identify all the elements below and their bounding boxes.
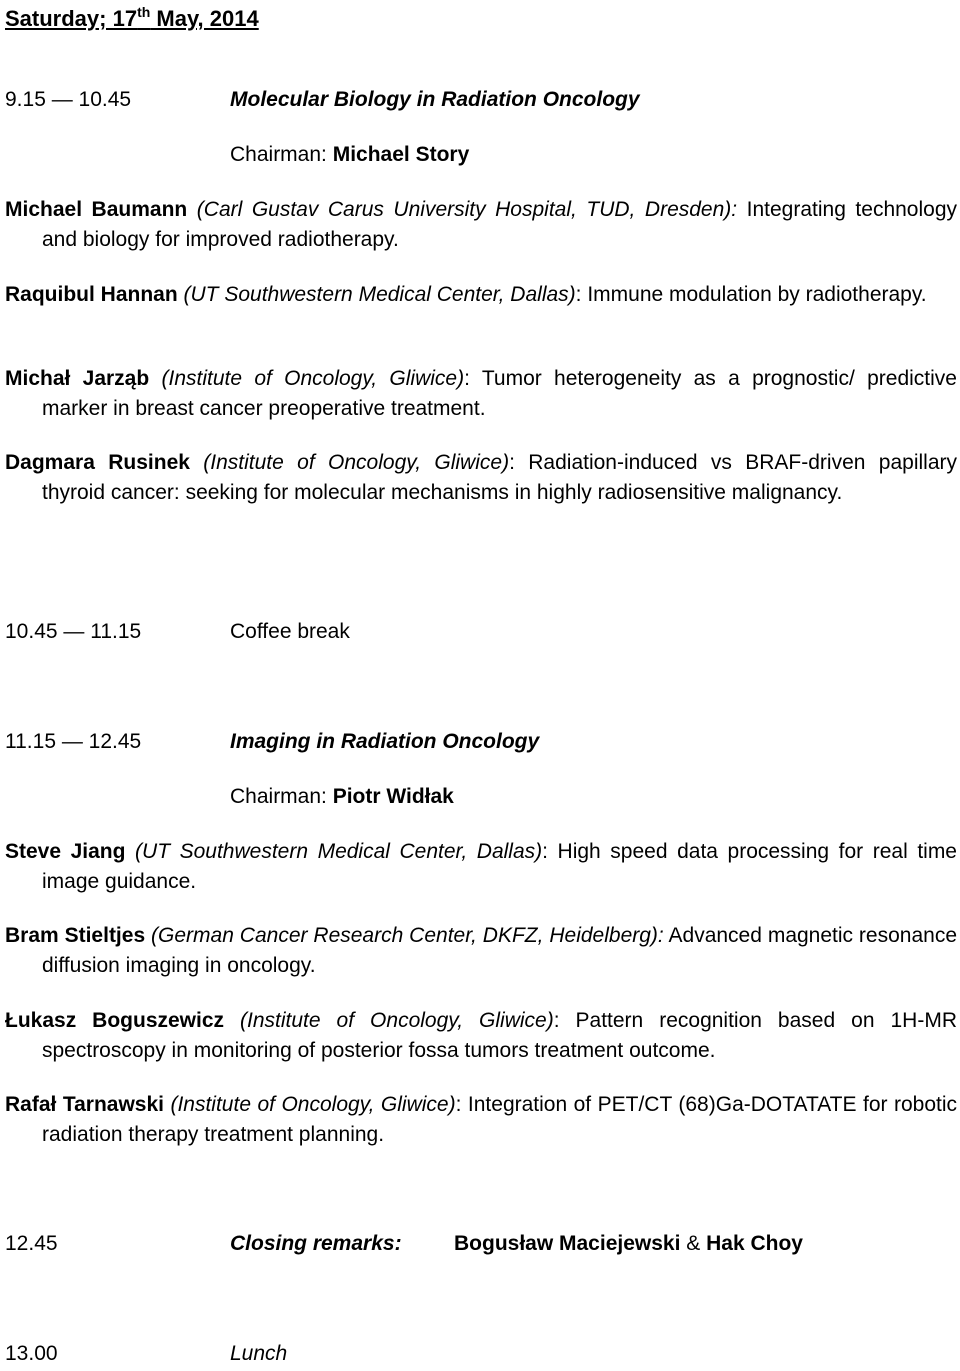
talk-title: : Immune modulation by radiotherapy. — [575, 283, 927, 306]
session1-slot — [5, 85, 955, 117]
closing-slot — [5, 1229, 955, 1261]
session2-chair-label: Chairman: — [230, 785, 333, 808]
talk-speaker: Bram Stieltjes — [5, 924, 146, 947]
talk-title: : High speed data processing for real time image guidance. — [42, 840, 957, 893]
talk-speaker: Dagmara Rusinek — [5, 451, 190, 474]
talk-session2-1 — [5, 837, 957, 897]
talk-affiliation: (German Cancer Research Center, DKFZ, Heidelberg): — [145, 924, 664, 947]
talk-speaker: Raquibul Hannan — [5, 283, 178, 306]
talk-affiliation: (Institute of Oncology, Gliwice) — [149, 367, 465, 390]
talk-title: : Tumor heterogeneity as a prognostic/ predictive marker in breast cancer preoperative treatment. — [42, 367, 957, 420]
session2-chair-name: Piotr Widłak — [332, 785, 454, 808]
talk-session2-2 — [5, 921, 957, 981]
closing-title: Closing remarks: — [230, 1232, 402, 1255]
talk-speaker: Michał Jarząb — [5, 367, 150, 390]
talk-session1-3 — [5, 364, 957, 424]
day-ordinal-suffix: th — [137, 4, 151, 20]
session2-time: 11.15 — 12.45 — [5, 730, 142, 753]
talk-affiliation: (Institute of Oncology, Gliwice) — [163, 1093, 456, 1116]
talk-affiliation: (UT Southwestern Medical Center, Dallas) — [125, 840, 543, 863]
talk-affiliation: (UT Southwestern Medical Center, Dallas) — [177, 283, 576, 306]
session1-chair — [230, 140, 469, 170]
talk-session1-1 — [5, 195, 957, 255]
talk-speaker: Michael Baumann — [5, 198, 188, 221]
talk-title: : Radiation-induced vs BRAF-driven papillary thyroid cancer: seeking for molecular mechanisms in highly radiosensitive malignancy. — [42, 451, 957, 504]
talk-speaker: Steve Jiang — [5, 840, 126, 863]
session1-chair-name: Michael Story — [332, 143, 470, 166]
talk-affiliation: (Carl Gustav Carus University Hospital, TUD, Dresden): — [187, 198, 738, 221]
session2-slot — [5, 727, 955, 759]
session1-title: Molecular Biology in Radiation Oncology — [230, 88, 640, 111]
talk-speaker: Łukasz Boguszewicz — [5, 1009, 225, 1032]
talk-title: Integrating technology and biology for improved radiotherapy. — [42, 198, 958, 251]
closing-speaker-2: Hak Choy — [706, 1232, 803, 1255]
talk-affiliation: (Institute of Oncology, Gliwice) — [189, 451, 510, 474]
talk-title: : Pattern recognition based on 1H-MR spectroscopy in monitoring of posterior fossa tumors treatment outcome. — [42, 1009, 957, 1062]
talk-session2-4 — [5, 1090, 957, 1150]
closing-speakers — [454, 1229, 803, 1259]
talk-affiliation: (Institute of Oncology, Gliwice) — [224, 1009, 554, 1032]
closing-time: 12.45 — [5, 1232, 58, 1255]
day-prefix: Saturday; 17 — [5, 6, 138, 31]
talk-title: : Integration of PET/CT (68)Ga-DOTATATE for robotic radiation therapy treatment planning. — [42, 1093, 957, 1146]
talk-session1-4 — [5, 448, 957, 508]
day-heading — [5, 2, 259, 36]
session1-time: 9.15 — 10.45 — [5, 88, 132, 111]
session2-title: Imaging in Radiation Oncology — [230, 730, 540, 753]
day-rest: May, 2014 — [150, 6, 259, 31]
coffee-slot — [5, 617, 955, 649]
session2-chair — [230, 782, 454, 812]
coffee-title: Coffee break — [230, 620, 350, 643]
lunch-slot — [5, 1339, 955, 1371]
closing-joiner: & — [680, 1232, 707, 1255]
lunch-title: Lunch — [230, 1342, 288, 1365]
talk-title: Advanced magnetic resonance diffusion imaging in oncology. — [42, 924, 958, 977]
session1-chair-label: Chairman: — [230, 143, 333, 166]
talk-session1-2 — [5, 280, 957, 310]
talk-session2-3 — [5, 1006, 957, 1066]
talk-speaker: Rafał Tarnawski — [5, 1093, 164, 1116]
coffee-time: 10.45 — 11.15 — [5, 620, 142, 643]
closing-speaker-1: Bogusław Maciejewski — [454, 1232, 681, 1255]
lunch-time: 13.00 — [5, 1342, 58, 1365]
